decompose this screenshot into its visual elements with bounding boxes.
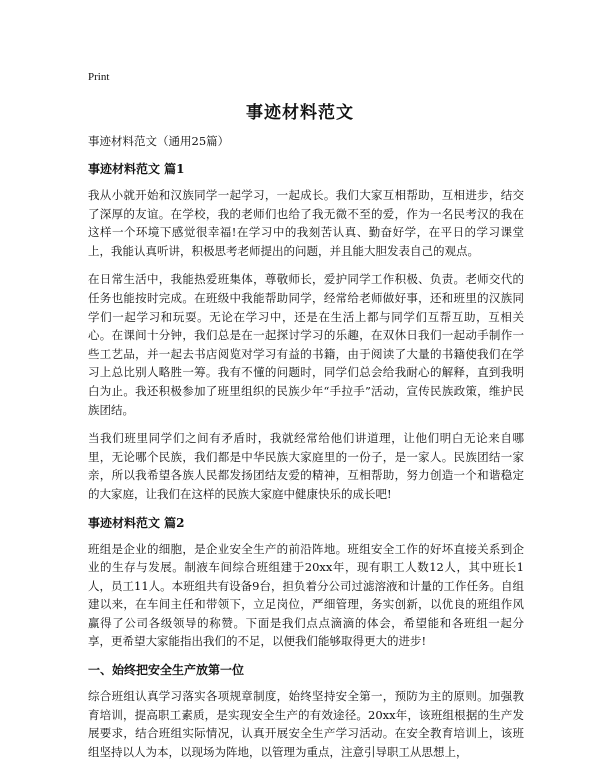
- print-link[interactable]: Print: [88, 71, 110, 83]
- section-1: [88, 160, 524, 504]
- paragraph: 当我们班里同学们之间有矛盾时，我就经常给他们讲道理，让他们明白无论来自哪里，无论哪个民族，我们都是中华民族大家庭里的一份子，是一家人。民族团结一家亲，所以我希望各族人民都发扬团结友爱的精神，互相帮助，努力创造一个和谐稳定的大家庭，让我们在这样的民族大家庭中健康快乐的成长吧!: [88, 431, 524, 501]
- section-heading: 事迹材料范文 篇2: [88, 515, 185, 530]
- section-2: [88, 514, 524, 652]
- paragraph: 在日常生活中，我能热爱班集体，尊敬师长，爱护同学工作积极、负责。老师交代的任务也能按时完成。在班级中我能帮助同学，经常给老师做好事，还和班里的汉族同学们一起学习和玩耍。无论在学习中，还是在生活上都与同学们互帮互助，互相关心。在课间十分钟，我们总是在一起探讨学习的乐趣，在双休日我们一起动手制作一些工艺品，并一起去书店阅览对学习有益的书籍，由于阅读了大量的书籍使我们在学习上总比别人略胜一筹。我有不懂的问题时，同学们总会给我耐心的解释，直到我明白为止。我还积极参加了班里组织的民族少年“手拉手”活动，宣传民族政策，维护民族团结。: [88, 272, 524, 417]
- section-heading: 一、始终把安全生产放第一位: [88, 663, 245, 678]
- paragraph: 我从小就开始和汉族同学一起学习，一起成长。我们大家互相帮助，互相进步，结交了深厚的友谊。在学校，我的老师们也给了我无微不至的爱，作为一名民考汉的我在这样一个环境下感觉很幸福!在学习中的我刻苦认真、勤奋好学，在平日的学习课堂上，我能认真听讲，积极思考老师提出的问题，并且能大胆发表自己的观点。: [88, 188, 524, 258]
- section-3: [88, 661, 524, 761]
- section-heading: 事迹材料范文 篇1: [88, 162, 185, 176]
- document-body: [88, 132, 524, 771]
- document-subtitle: 事迹材料范文（通用25篇）: [88, 134, 230, 148]
- document-title: 事迹材料范文: [246, 103, 354, 123]
- paragraph: 班组是企业的细胞，是企业安全生产的前沿阵地。班组安全工作的好坏直接关系到企业的生存与发展。制液车间综合班组建于20xx年，现有职工人数12人，其中班长1人，员工11人。本班组共有设备9台，担负着分公司过滤溶液和计量的工作任务。自组建以来，在车间主任和带领下，立足岗位，严细管理，务实创新，以优良的班组作风赢得了公司各级领导的称赞。下面是我们点点滴滴的体会，希望能和各班组一起分享，更希望大家能指出我们的不足，以便我们能够取得更大的进步!: [88, 541, 524, 649]
- paragraph: 综合班组认真学习落实各项规章制度，始终坚持安全第一，预防为主的原则。加强教育培训，提高职工素质，是实现安全生产的有效途径。20xx年，该班组根据的生产发展要求，结合班组实际情况，认真开展安全生产学习活动。在安全教育培训上，该班组坚持以人为本，以现场为阵地，以管理为重点，注意引导职工从思想上，: [88, 689, 524, 759]
